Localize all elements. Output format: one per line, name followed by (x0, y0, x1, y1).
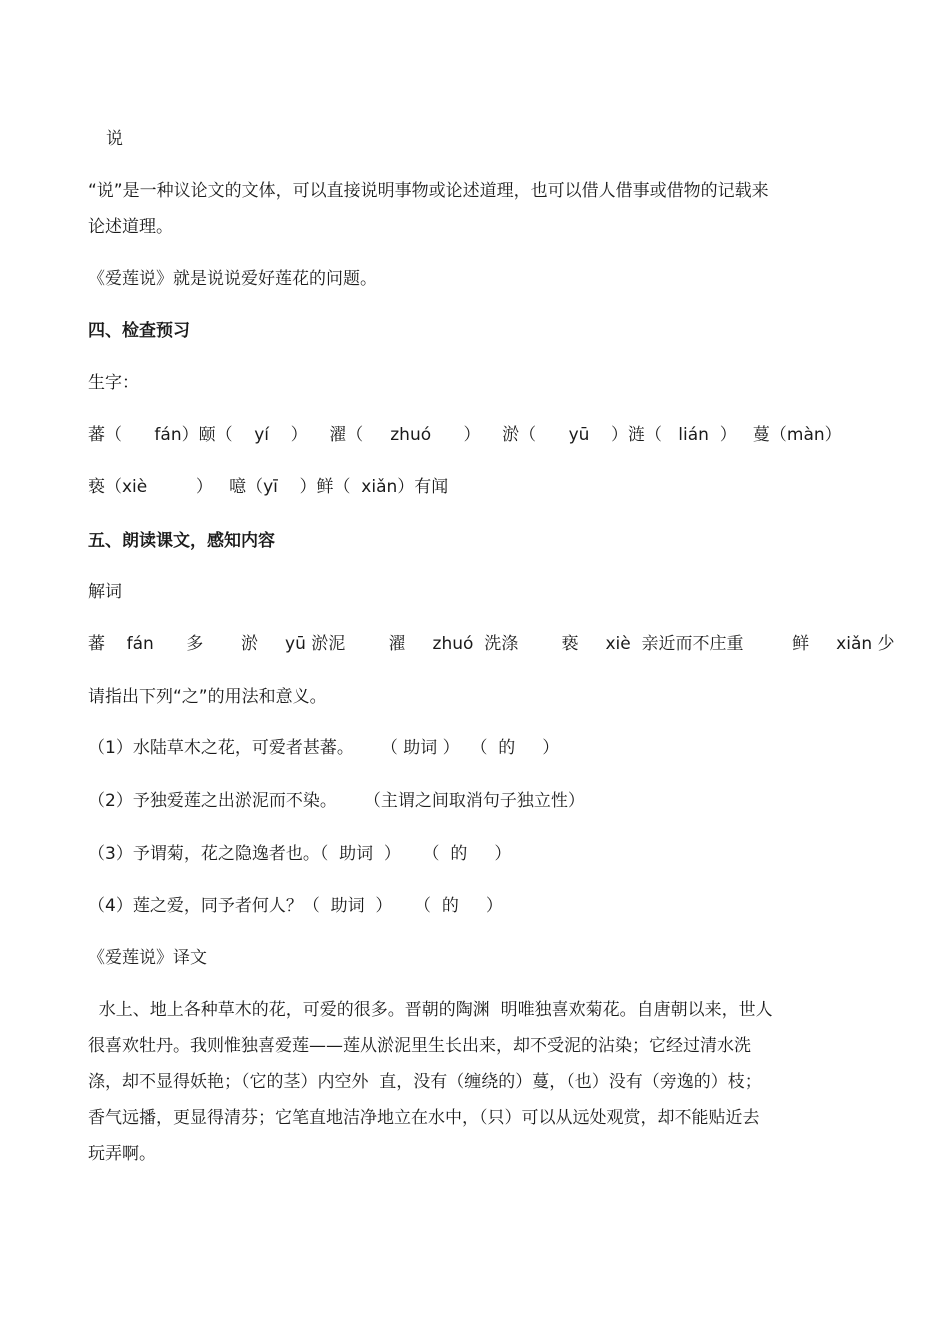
intro-line-1: “说”是一种议论文的文体，可以直接说明事物或论述道理，也可以借人借事或借物的记载来 (88, 181, 769, 201)
question-item: （1）水陆草木之花，可爱者甚蕃。 （ 助词 ） （ 的 ） (88, 738, 560, 758)
jieci-row: 蕃 fán 多 淤 yū 淤泥 濯 zhuó 洗涤 亵 xiè 亲近而不庄重 鲜 xiǎn 少 (88, 634, 895, 654)
translation-line: 水上、地上各种草木的花，可爱的很多。晋朝的陶渊 明唯独喜欢菊花。自唐朝以来，世人 (88, 1000, 773, 1020)
translation-line: 涤，却不显得妖艳；（它的茎）内空外 直，没有（缠绕的）蔓，（也）没有（旁逸的）枝； (88, 1072, 762, 1092)
translation-title: 《爱莲说》译文 (88, 948, 207, 968)
section-4-title: 四、检查预习 (88, 321, 190, 341)
pinyin-row-2: 亵（xiè ） 噫（yī ）鲜（ xiǎn）有闻 (88, 477, 449, 497)
question-intro: 请指出下列“之”的用法和意义。 (88, 687, 327, 707)
question-item: （3）予谓菊，花之隐逸者也。（ 助词 ） （ 的 ） (88, 844, 512, 864)
translation-line: 很喜欢牡丹。我则惟独喜爱莲——莲从淤泥里生长出来，却不受泥的沾染；它经过清水洗 (88, 1036, 751, 1056)
intro-line-3: 《爱莲说》就是说说爱好莲花的问题。 (88, 269, 377, 289)
question-item: （4）莲之爱，同予者何人？（ 助词 ） （ 的 ） (88, 896, 503, 916)
translation-line: 香气远播，更显得清芬；它笔直地洁净地立在水中，（只）可以从远处观赏，却不能贴近去 (88, 1108, 760, 1128)
translation-line: 玩弄啊。 (88, 1144, 156, 1164)
translation-paragraph (88, 992, 866, 1172)
jieci-label: 解词 (88, 582, 122, 602)
heading-shuo: 说 (106, 129, 123, 149)
intro-line-2: 论述道理。 (88, 217, 173, 237)
section-5-title: 五、朗读课文，感知内容 (88, 531, 275, 551)
pinyin-row-1: 蕃（ fán）颐（ yí ） 濯（ zhuó ） 淤（ yū ）涟（ lián ） 蔓（màn） (88, 425, 842, 445)
question-item: （2）予独爱莲之出淤泥而不染。 （主谓之间取消句子独立性） (88, 791, 585, 811)
shengzi-label: 生字： (88, 373, 139, 393)
